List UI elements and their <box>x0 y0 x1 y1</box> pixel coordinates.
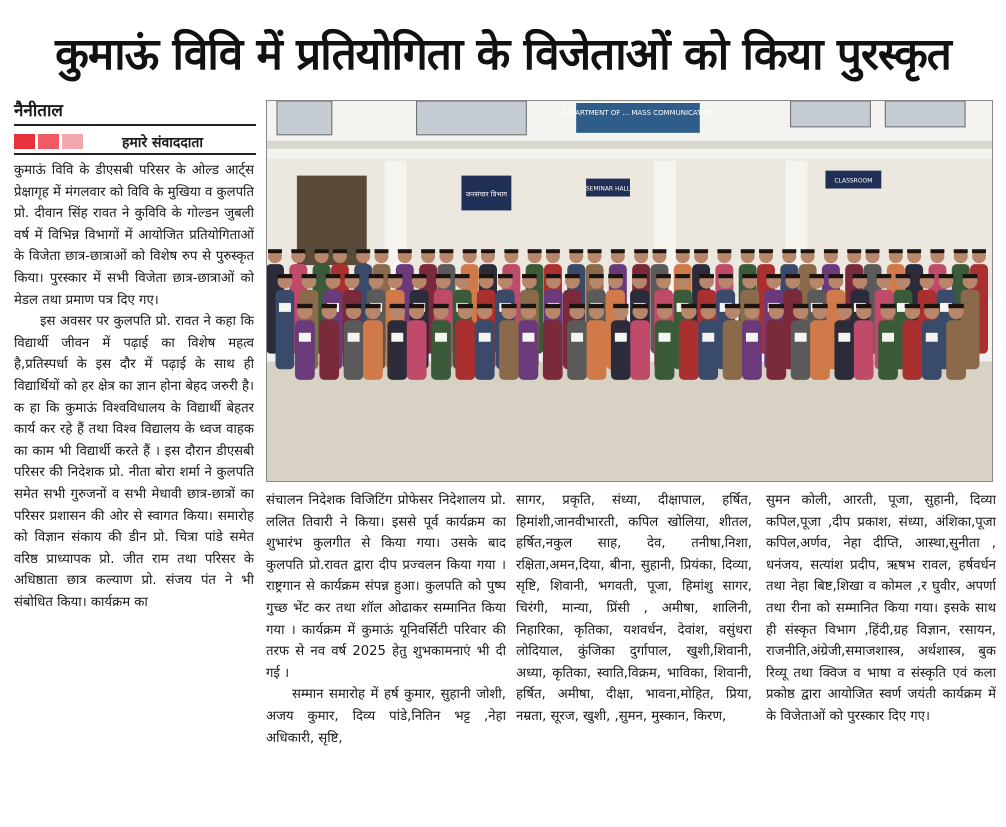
paragraph: सम्मान समारोह में हर्ष कुमार, सुहानी जोशी, अजय कुमार, दिव्य पांडे,नितिन भट्ट ,नेहा अधिकारी, सृष्टि, <box>266 687 506 746</box>
person-hair <box>889 249 903 253</box>
certificate <box>279 303 291 312</box>
certificate <box>435 333 447 342</box>
person-hair <box>837 304 852 308</box>
person-hair <box>463 249 477 253</box>
paragraph: सागर, प्रकृति, संध्या, दीक्षापाल, हर्षित, हिमांशी,जानवीभारती, कपिल खोलिया, शीतल, हर्षित,नकुल साह, देव, तनीषा,निशा, रक्षिता,अमन,दिया, बीना, सुहानी, प्रियंका, दिव्या, सृष्टि, शिवानी, भगवती, पूजा, हिमांशु सागर, चिरंगी, मान्या, प्रिंसी , अमीषा, शालिनी, निहारिका, कृतिका, यशवर्धन, देवांश, वसुंधरा लोदियाल, कुंजिका दुर्गापाल, खुशी,शिवानी, अध्या, कृतिका, स्वाति,विक्रम, भाविका, शिवानी, हर्षित, अमीषा, दीक्षा, भावना,मोहित, प्रिया, नम्रता, सूरज, खुशी, ,सुमन, मुस्कान, किरण, <box>516 493 752 724</box>
person-body <box>319 320 339 380</box>
person-hair <box>853 274 868 278</box>
person-hair <box>681 304 696 308</box>
certificate <box>299 333 311 342</box>
byline-color-bars <box>14 134 83 149</box>
person-hair <box>291 249 305 253</box>
person-body <box>455 320 475 380</box>
certificate <box>882 333 894 342</box>
person-body <box>766 320 786 380</box>
person-hair <box>907 249 921 253</box>
person-hair <box>390 304 405 308</box>
person-hair <box>565 274 580 278</box>
person-body <box>854 320 874 380</box>
person-hair <box>766 274 781 278</box>
person-hair <box>769 304 784 308</box>
person-hair <box>824 249 838 253</box>
person-body <box>791 320 811 380</box>
person-hair <box>809 274 824 278</box>
person-hair <box>801 249 815 253</box>
person-hair <box>744 304 759 308</box>
headline: कुमाऊं विवि में प्रतियोगिता के विजेताओं को किया पुरस्कृत <box>55 29 951 80</box>
article-column-1 <box>14 160 254 820</box>
person-hair <box>742 274 757 278</box>
person-body <box>946 320 966 380</box>
person-hair <box>345 274 360 278</box>
person-hair <box>829 274 844 278</box>
person-hair <box>375 249 389 253</box>
person-hair <box>588 249 602 253</box>
person-hair <box>741 249 755 253</box>
person-hair <box>847 249 861 253</box>
person-hair <box>939 274 954 278</box>
certificate <box>348 333 360 342</box>
person-hair <box>481 249 495 253</box>
person-hair <box>611 249 625 253</box>
person-hair <box>608 274 623 278</box>
person-hair <box>315 249 329 253</box>
divider <box>14 153 256 155</box>
person-body <box>519 320 539 380</box>
byline: हमारे संवाददाता <box>122 135 204 151</box>
person-hair <box>436 274 451 278</box>
person-hair <box>656 274 671 278</box>
person-hair <box>545 304 560 308</box>
person-hair <box>701 304 716 308</box>
paragraph: कुमाऊं विवि के डीएसबी परिसर के ओल्ड आर्ट्स प्रेक्षागृह में मंगलवार को विवि के मुखिया व कुलपति प्रो. दीवान सिंह रावत ने कुविवि के गोल्डन जुबली वर्ष में विभिन्न विभागों में आयोजित प्रतियोगिताओं के विजेता छात्र-छात्राओं को विशेष रुप से पुरुस्कृत किया। पुरस्कार में सभी विजेता छात्र-छात्राओं को मेडल तथा प्रमाण पत्र दिए गए। <box>14 163 254 308</box>
color-bar <box>38 134 59 149</box>
article-column-2 <box>266 490 506 820</box>
paragraph: संचालन निदेशक विजिटिंग प्रोफेसर निदेशालय प्रो. ललित तिवारी ने किया। इससे पूर्व कार्यक्रम का शुभारंभ कुलगीत से किया गया। उसके बाद कुलपति प्रो.रावत द्वारा दीप प्रज्वलन किया गया । राष्ट्रगान से कार्यक्रम संपन्न हुआ। कुलपति को पुष्प गुच्छ भेंट कर तथा शॉल ओढाकर सम्मानित किया गया । कार्यक्रम में कुमाऊं यूनिवर्सिटी परिवार की तरफ से नव वर्ष 2025 हेतु शुभकामनाएं भी दी गई । <box>266 493 506 681</box>
certificate <box>391 333 403 342</box>
person-hair <box>924 304 939 308</box>
person-hair <box>718 274 733 278</box>
person-hair <box>528 249 542 253</box>
sign-mid: SEMINAR HALL <box>585 185 631 193</box>
person-hair <box>522 274 537 278</box>
person-hair <box>412 274 427 278</box>
person-hair <box>388 274 403 278</box>
person-hair <box>759 249 773 253</box>
person-body <box>903 320 923 380</box>
person-hair <box>920 274 935 278</box>
article-column-3 <box>516 490 752 820</box>
certificate <box>926 333 938 342</box>
person-body <box>499 320 519 380</box>
banner-text: DEPARTMENT OF ... MASS COMMUNICATION <box>561 108 715 117</box>
person-hair <box>785 274 800 278</box>
person-hair <box>782 249 796 253</box>
person-hair <box>866 249 880 253</box>
certificate <box>702 333 714 342</box>
sign-right: CLASSROOM <box>834 177 873 185</box>
person-body <box>679 320 699 380</box>
person-hair <box>521 304 536 308</box>
person-hair <box>676 249 690 253</box>
person-hair <box>632 274 647 278</box>
person-body <box>344 320 364 380</box>
person-hair <box>433 304 448 308</box>
person-hair <box>632 304 647 308</box>
certificate <box>615 333 627 342</box>
person-hair <box>369 274 384 278</box>
person-body <box>922 320 942 380</box>
certificate <box>746 333 758 342</box>
certificate <box>659 333 671 342</box>
person-hair <box>634 249 648 253</box>
person-hair <box>613 304 628 308</box>
person-hair <box>657 304 672 308</box>
color-bar <box>62 134 83 149</box>
person-body <box>878 320 898 380</box>
person-body <box>587 320 607 380</box>
person-body <box>742 320 762 380</box>
certificate <box>838 333 850 342</box>
sign-left: जनसंचार विभाग <box>465 190 508 199</box>
person-hair <box>812 304 827 308</box>
person-body <box>387 320 407 380</box>
person-hair <box>365 304 380 308</box>
person-hair <box>880 304 895 308</box>
person-hair <box>498 274 513 278</box>
person-hair <box>896 274 911 278</box>
person-hair <box>856 304 871 308</box>
person-body <box>630 320 650 380</box>
certificate <box>479 333 491 342</box>
person-body <box>276 290 295 370</box>
person-hair <box>725 304 740 308</box>
person-hair <box>954 249 968 253</box>
group-photo <box>266 100 993 482</box>
person-body <box>567 320 587 380</box>
person-hair <box>421 249 435 253</box>
certificate <box>571 333 583 342</box>
person-hair <box>302 274 317 278</box>
person-body <box>723 320 743 380</box>
certificate <box>522 333 534 342</box>
person-hair <box>546 274 561 278</box>
divider <box>14 124 256 126</box>
person-hair <box>398 249 412 253</box>
person-hair <box>297 304 312 308</box>
person-body <box>431 320 451 380</box>
person-hair <box>409 304 424 308</box>
person-hair <box>675 274 690 278</box>
person-body <box>363 320 383 380</box>
person-body <box>475 320 495 380</box>
person-hair <box>504 249 518 253</box>
person-body <box>407 320 427 380</box>
person-hair <box>501 304 516 308</box>
group-photo-illustration <box>267 101 992 481</box>
dateline: नैनीताल <box>14 101 63 121</box>
person-hair <box>477 304 492 308</box>
person-body <box>698 320 718 380</box>
person-hair <box>877 274 892 278</box>
article-column-4 <box>766 490 996 820</box>
person-hair <box>963 274 978 278</box>
person-hair <box>652 249 666 253</box>
paragraph: सुमन कोली, आरती, पूजा, सुहानी, दिव्या कपिल,पूजा ,दीप प्रकाश, संध्या, अंशिका,पूजा कपिल,अर्णव, नेहा दीप्ति, आस्था,सुनीता , धनंजय, सत्यांश प्रदीप, ऋषभ रावल, हर्षवर्धन तथा नेहा बिष्ट,शिखा व कोमल ,र घुवीर, अपर्णा तथा रीना को सम्मानित किया गया। इसके साथ ही संस्कृत विभाग ,हिंदी,ग्रह विज्ञान, रसायन, राजनीति,अंग्रेजी,समाजशास्त्र, अर्थशास्त्र, बुक रिव्यू तथा क्विज व भाषा व संस्कृति एवं कला प्रकोष्ठ द्वारा आयोजित स्वर्ण जयंती कार्यक्रम में के विजेताओं को पुरस्कार दिए गए। <box>766 493 996 724</box>
person-hair <box>694 249 708 253</box>
person-hair <box>458 304 473 308</box>
person-body <box>810 320 830 380</box>
person-hair <box>333 249 347 253</box>
person-hair <box>455 274 470 278</box>
color-bar <box>14 134 35 149</box>
person-hair <box>972 249 986 253</box>
person-hair <box>699 274 714 278</box>
person-hair <box>948 304 963 308</box>
person-hair <box>569 249 583 253</box>
certificate <box>795 333 807 342</box>
person-body <box>834 320 854 380</box>
person-hair <box>439 249 453 253</box>
person-hair <box>589 274 604 278</box>
paragraph: इस अवसर पर कुलपति प्रो. रावत ने कहा कि विद्यार्थी जीवन में पढ़ाई का विशेष महत्व है,प्रतिस्पर्धा के इस दौर में पढ़ाई के साथ ही विद्यार्थियों को हर क्षेत्र का ज्ञान होना बेहद जरुरी है। क हा कि कुमाऊं विश्वविधालय के विद्यार्थी बेहतर कार्य कर रहे हैं तथा विश्व विद्यालय के ध्वज वाहक का काम भी विद्यार्थी करते हैं । इस दौरान डीएसबी परिसर की निदेशक प्रो. नीता बोरा शर्मा ने कुलपति समेत सभी गुरुजनों व सभी मेधावी छात्र-छात्रों का परिसर प्रशासन की ओर से स्वागत किया। समारोह को विज्ञान संकाय की डीन प्रो. चित्रा पांडे समेत वरिष्ठ प्राध्यापक प्रो. जीत राम तथा परिसर के अधिष्ठाता छात्र कल्याण प्रो. संजय पंत ने भी संबोधित किया। कार्यक्रम का <box>14 314 254 610</box>
person-hair <box>589 304 604 308</box>
person-body <box>611 320 631 380</box>
person-body <box>295 320 315 380</box>
person-hair <box>326 274 341 278</box>
person-hair <box>268 249 282 253</box>
person-body <box>543 320 563 380</box>
person-hair <box>793 304 808 308</box>
person-body <box>655 320 675 380</box>
person-hair <box>905 304 920 308</box>
person-hair <box>479 274 494 278</box>
person-hair <box>569 304 584 308</box>
person-hair <box>717 249 731 253</box>
person-hair <box>356 249 370 253</box>
person-hair <box>322 304 337 308</box>
person-hair <box>930 249 944 253</box>
person-hair <box>346 304 361 308</box>
person-hair <box>546 249 560 253</box>
person-hair <box>278 274 293 278</box>
